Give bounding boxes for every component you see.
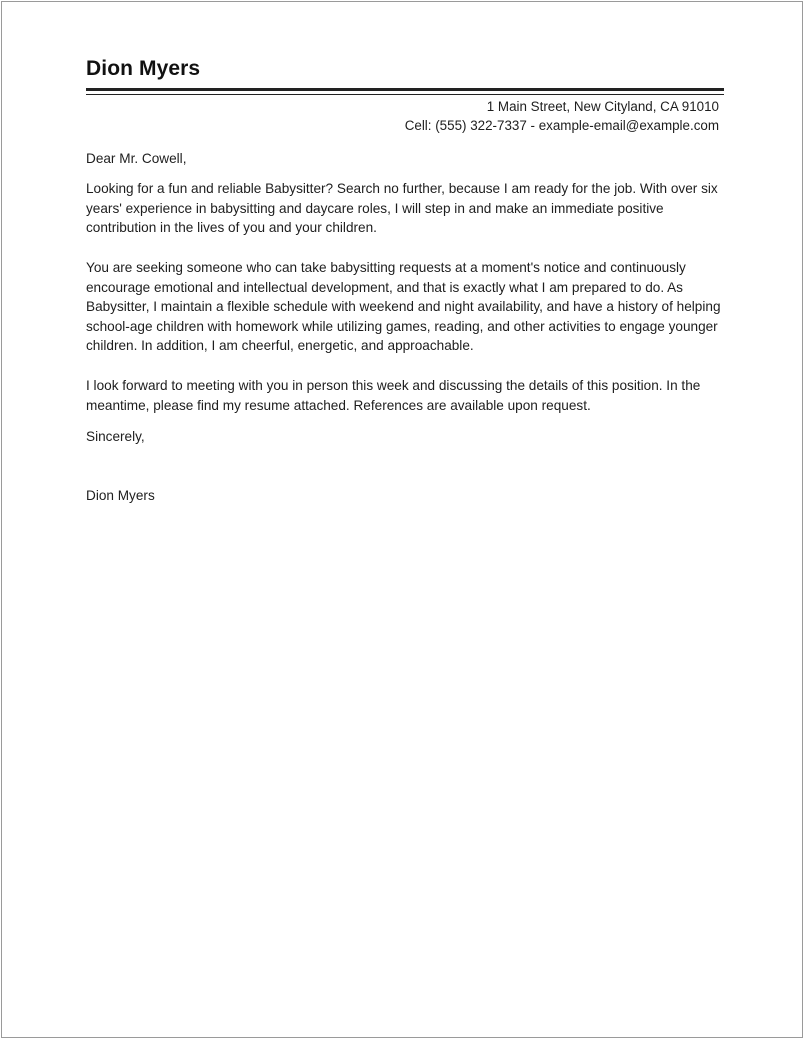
sender-name: Dion Myers xyxy=(86,57,201,80)
signature-name: Dion Myers xyxy=(86,488,155,503)
salutation: Dear Mr. Cowell, xyxy=(86,151,187,166)
paragraph-closing: I look forward to meeting with you in person this week and discussing the details of this position. In the meantime, please find my resume attached. References are available upon request. xyxy=(86,378,701,413)
paragraph-qualifications: You are seeking someone who can take babysitting requests at a moment's notice and continuously encourage emotional and intellectual development, and that is exactly what I am prepared to do. As Babysitter, I maintain a flexible schedule with weekend and night availability, and have a history of helping school-age children with homework while utilizing games, reading, and other activities to engage younger children. In addition, I am cheerful, energetic, and approachable. xyxy=(86,260,721,354)
letter-page xyxy=(1,1,803,1038)
sender-contact-line: Cell: (555) 322-7337 - example-email@example.com xyxy=(404,118,719,133)
closing: Sincerely, xyxy=(86,429,145,444)
sender-address: 1 Main Street, New Cityland, CA 91010 xyxy=(486,99,719,114)
header-rule-thin xyxy=(86,94,724,95)
header-rule-thick xyxy=(86,88,724,91)
paragraph-intro: Looking for a fun and reliable Babysitter? Search no further, because I am ready for the job. With over six years' experience in babysitting and daycare roles, I will step in and make an immediate positive contribution in the lives of you and your children. xyxy=(86,181,718,236)
